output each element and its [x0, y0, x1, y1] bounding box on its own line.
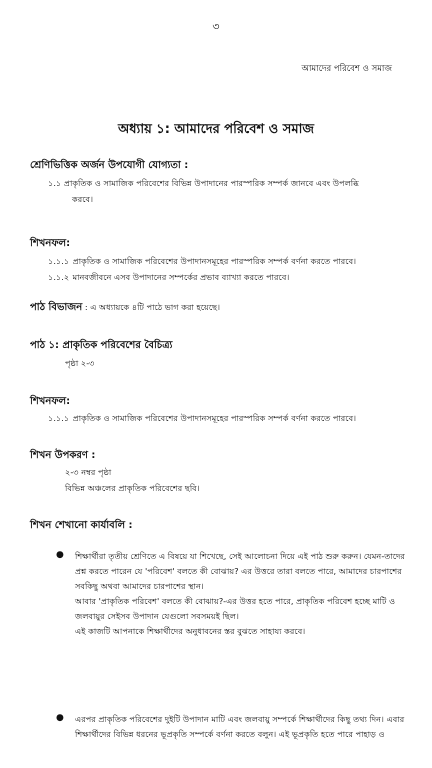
materials-heading: শিখন উপকরণ : [30, 450, 96, 461]
bullet-icon: ● [56, 550, 64, 560]
page-number: ৩ [212, 20, 220, 33]
activity-line: সবকিছু অথবা আমাদের চারপাশের স্থান। [75, 581, 204, 591]
outcome-item [48, 254, 418, 269]
activity-line: আবার 'প্রাকৃতিক পরিবেশ' বলতে কী বোঝায়?-এর উত্তর হতে পারে, প্রাকৃতিক পরিবেশ হচ্ছে মাটি ও [75, 596, 396, 606]
outcome-num: ১.১.১ [48, 256, 70, 266]
division-text: : এ অধ্যায়কে ৪টি পাঠে ভাগ করা হয়েছে। [84, 302, 221, 312]
activity-line: জলবায়ুর সেইসব উপাদান যেগুলো সবসময়ই ছিল। [75, 611, 239, 621]
division-label: পাঠ বিভাজন [30, 302, 83, 313]
outcome-text: প্রাকৃতিক ও সামাজিক পরিবেশের উপাদানসমূহের পারস্পরিক সম্পর্ক বর্ণনা করতে পারবে। [72, 256, 357, 266]
outcome-text: মানবজীবনে এসব উপাদানের সম্পর্কের প্রভাব ব্যাখ্যা করতে পারবে। [72, 272, 290, 282]
material-item: বিভিন্ন অঞ্চলের প্রাকৃতিক পরিবেশের ছবি। [65, 483, 200, 493]
competency-num: ১.১ [48, 178, 62, 188]
activities-heading: শিখন শেখানো কার্যাবলি : [30, 520, 133, 531]
outcome-text: প্রাকৃতিক ও সামাজিক পরিবেশের উপাদানসমূহের পারস্পরিক সম্পর্ক বর্ণনা করতে পারবে। [72, 413, 357, 423]
lesson-division [30, 300, 220, 315]
activity-line: এরপর প্রাকৃতিক পরিবেশের দুইটি উপাদান মাটি এবং জলবায়ু সম্পর্কে শিক্ষার্থীদের কিছু তথ্য দিন। এবার [75, 714, 405, 724]
activity-paragraph-2 [75, 712, 415, 742]
chapter-title: অধ্যায় ১: আমাদের পরিবেশ ও সমাজ [118, 122, 314, 137]
outcomes-heading: শিখনফল: [30, 238, 71, 249]
activity-line: শিক্ষার্থীরা তৃতীয় শ্রেণিতে এ বিষয়ে যা শিখেছে, সেই আলোচনা দিয়ে এই পাঠ শুরু করুন। যেমন-তাদের [75, 551, 405, 561]
material-item: ২-৩ নম্বর পৃষ্ঠা [65, 467, 112, 477]
competency-text-2: করবে। [72, 194, 94, 204]
lesson-title: পাঠ ১: প্রাকৃতিক পরিবেশের বৈচিত্র্য [30, 340, 173, 351]
activity-line: এই কাজটি আপনাকে শিক্ষার্থীদের অনুধাবনের স্তর বুঝতে সাহায্য করবে। [75, 626, 306, 636]
lesson-pages: পৃষ্ঠা ২-৩ [65, 358, 95, 368]
bullet-icon: ● [56, 713, 64, 723]
outcome-num: ১.১.১ [48, 413, 70, 423]
competency-text-1: প্রাকৃতিক ও সামাজিক পরিবেশের বিভিন্ন উপাদানের পারস্পরিক সম্পর্ক জানবে এবং উপলব্ধি [63, 178, 360, 188]
activity-paragraph-1 [75, 549, 415, 639]
competency-heading: শ্রেণিভিত্তিক অর্জন উপযোগী যোগ্যতা : [30, 160, 189, 171]
outcome-item [48, 411, 418, 426]
outcomes-heading: শিখনফল: [30, 396, 71, 407]
outcome-item [48, 270, 418, 285]
competency-item [48, 176, 408, 191]
activity-line: শিক্ষার্থীদের বিভিন্ন ধরনের ভূপ্রকৃতি সম্পর্কে বর্ণনা করতে বলুন। এই ভূপ্রকৃতি হতে পারে পাহাড় ও [75, 729, 385, 739]
outcome-num: ১.১.২ [48, 272, 70, 282]
running-head: আমাদের পরিবেশ ও সমাজ [301, 64, 392, 74]
activity-line: প্রশ্ন করতে পারেন যে 'পরিবেশ' বলতে কী বোঝায়? এর উত্তরে তারা বলতে পারে, আমাদের চারপাশের [75, 566, 402, 576]
